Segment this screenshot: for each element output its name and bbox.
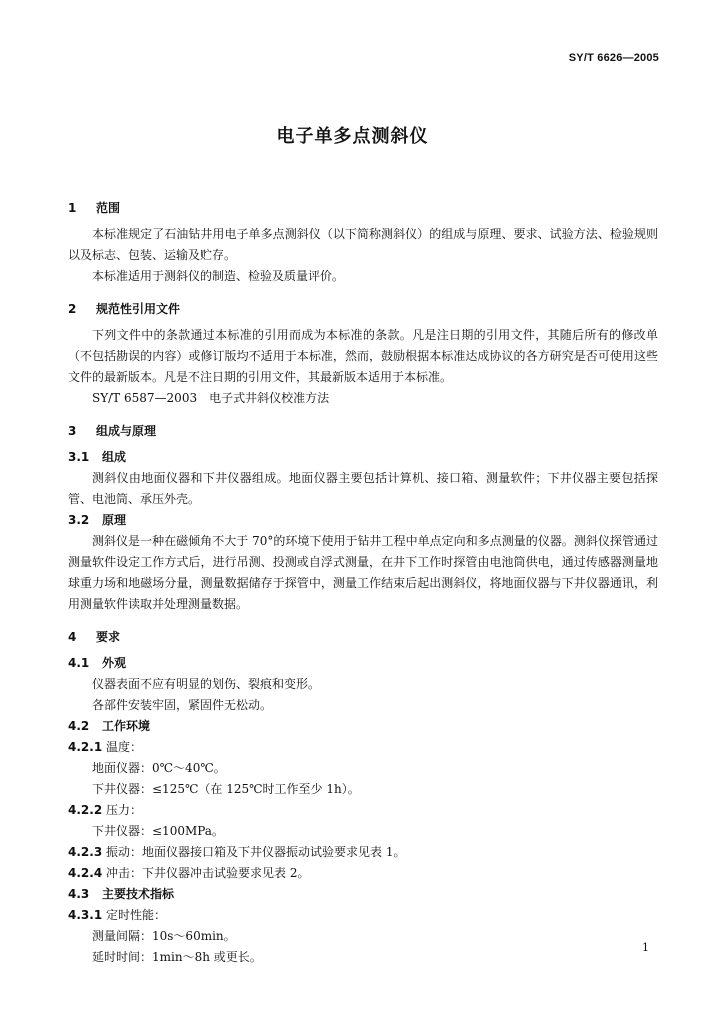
subsection-title: 工作环境 <box>102 719 151 733</box>
list-item: 下井仪器：≤100MPa。 <box>92 824 224 838</box>
section-title: 范围 <box>96 201 121 215</box>
list-item: 测量间隔：10s～60min。 <box>92 929 236 943</box>
section-number: 1 <box>68 201 77 215</box>
standard-code: SY/T 6626—2005 <box>568 52 659 64</box>
clause-number: 4.2.3 <box>68 845 103 859</box>
section-number: 3 <box>68 424 77 438</box>
list-item: 各部件安装牢固，紧固件无松动。 <box>92 698 273 712</box>
clause-number: 4.3.1 <box>68 908 103 922</box>
subsection-title: 组成 <box>102 450 127 464</box>
clause-text: 振动：地面仪器接口箱及下井仪器振动试验要求见表 1。 <box>106 845 406 859</box>
subsection-number: 4.2 <box>68 719 90 733</box>
section-title: 规范性引用文件 <box>96 302 181 316</box>
clause-number: 4.2.4 <box>68 866 103 880</box>
clause-4-2-4 <box>68 863 658 884</box>
section-title: 组成与原理 <box>96 424 157 438</box>
clause-text: 冲击：下井仪器冲击试验要求见表 2。 <box>106 866 310 880</box>
paragraph: 下列文件中的条款通过本标准的引用而成为本标准的条款。凡是注日期的引用文件，其随后所有的修改单（不包括勘误的内容）或修订版均不适用于本标准，然而，鼓励根据本标准达成协议的各方研究是否可使用这些文件的最新版本。凡是不注日期的引用文件，其最新版本适用于本标准。 <box>68 328 658 384</box>
clause-text: 温度： <box>106 740 143 754</box>
clause-text: 压力： <box>106 803 143 817</box>
document-title: 电子单多点测斜仪 <box>276 126 429 147</box>
subsection-4-2-heading <box>68 716 658 737</box>
section-1-heading <box>68 198 658 219</box>
section-2-heading <box>68 299 658 320</box>
list-item: 下井仪器：≤125℃（在 125℃时工作至少 1h）。 <box>92 782 360 796</box>
subsection-number: 4.1 <box>68 656 90 670</box>
clause-4-2-1 <box>68 737 658 758</box>
section-4-heading <box>68 627 658 648</box>
subsection-title: 主要技术指标 <box>102 887 175 901</box>
paragraph: 测斜仪由地面仪器和下井仪器组成。地面仪器主要包括计算机、接口箱、测量软件；下井仪器主要包括探管、电池筒、承压外壳。 <box>68 471 658 506</box>
section-3-heading <box>68 421 658 442</box>
document-body <box>68 192 658 968</box>
subsection-number: 4.3 <box>68 887 90 901</box>
subsection-title: 原理 <box>102 513 127 527</box>
reference-item: SY/T 6587—2003 电子式井斜仪校准方法 <box>92 391 330 405</box>
subsection-3-1-heading <box>68 447 658 468</box>
section-title: 要求 <box>96 630 121 644</box>
subsection-number: 3.2 <box>68 513 90 527</box>
page-number: 1 <box>642 941 649 954</box>
clause-4-2-3 <box>68 842 658 863</box>
clause-number: 4.2.1 <box>68 740 103 754</box>
section-number: 2 <box>68 302 77 316</box>
subsection-3-2-heading <box>68 510 658 531</box>
subsection-number: 3.1 <box>68 450 90 464</box>
subsection-4-1-heading <box>68 653 658 674</box>
clause-4-3-1 <box>68 905 658 926</box>
subsection-4-3-heading <box>68 884 658 905</box>
list-item: 仪器表面不应有明显的划伤、裂痕和变形。 <box>92 677 321 691</box>
clause-4-2-2 <box>68 800 658 821</box>
subsection-title: 外观 <box>102 656 127 670</box>
paragraph: 本标准适用于测斜仪的制造、检验及质量评价。 <box>92 269 345 283</box>
clause-text: 定时性能： <box>106 908 167 922</box>
section-number: 4 <box>68 630 77 644</box>
clause-number: 4.2.2 <box>68 803 103 817</box>
list-item: 地面仪器：0℃～40℃。 <box>92 761 226 775</box>
paragraph: 本标准规定了石油钻井用电子单多点测斜仪（以下简称测斜仪）的组成与原理、要求、试验方法、检验规则以及标志、包装、运输及贮存。 <box>68 227 658 262</box>
list-item: 延时时间：1min～8h 或更长。 <box>92 950 262 964</box>
paragraph: 测斜仪是一种在磁倾角不大于 70°的环境下使用于钻井工程中单点定向和多点测量的仪器。测斜仪探管通过测量软件设定工作方式后，进行吊测、投测或自浮式测量，在井下工作时探管由电池筒供电，通过传感器测量地球重力场和地磁场分量，测量数据储存于探管中，测量工作结束后起出测斜仪，将地面仪器与下井仪器通讯，利用测量软件读取并处理测量数据。 <box>68 534 658 611</box>
